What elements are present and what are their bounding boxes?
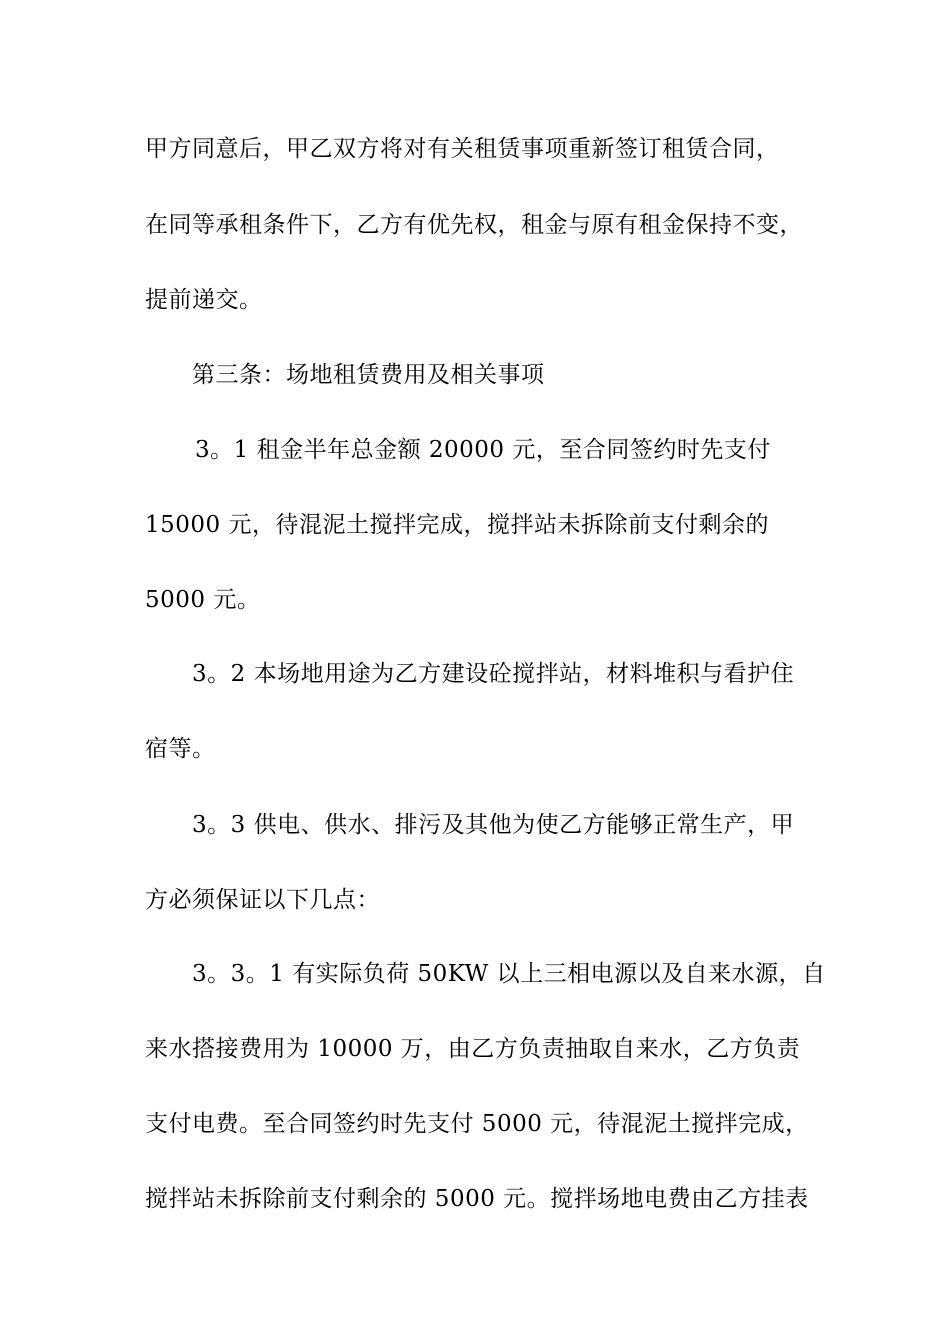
text-line: 支付电费。至合同签约时先支付 5000 元，待混泥土搅拌完成， [145,1111,809,1137]
text-line: 在同等承租条件下，乙方有优先权，租金与原有租金保持不变， [145,212,803,238]
text-line: 5000 元。 [145,587,261,613]
text-line: 宿等。 [145,736,216,762]
text-line: 15000 元，待混泥土搅拌完成，搅拌站未拆除前支付剩余的 [145,512,769,538]
text-line: 3。2 本场地用途为乙方建设砼搅拌站，材料堆积与看护住 [192,661,795,687]
text-line: 来水搭接费用为 10000 万，由乙方负责抽取自来水，乙方负责 [145,1036,801,1062]
text-line: 搅拌站未拆除前支付剩余的 5000 元。搅拌场地电费由乙方挂表 [145,1186,809,1212]
text-line: 3。1 租金半年总金额 20000 元，至合同签约时先支付 [195,437,771,463]
text-line: 3。3。1 有实际负荷 50KW 以上三相电源以及自来水源，自 [192,961,826,987]
text-line: 方必须保证以下几点： [145,887,380,913]
section-heading: 第三条：场地租赁费用及相关事项 [192,362,545,388]
text-line: 3。3 供电、供水、排污及其他为使乙方能够正常生产，甲 [192,812,795,838]
text-line: 提前递交。 [145,287,263,313]
text-line: 甲方同意后，甲乙双方将对有关租赁事项重新签订租赁合同， [145,136,780,162]
